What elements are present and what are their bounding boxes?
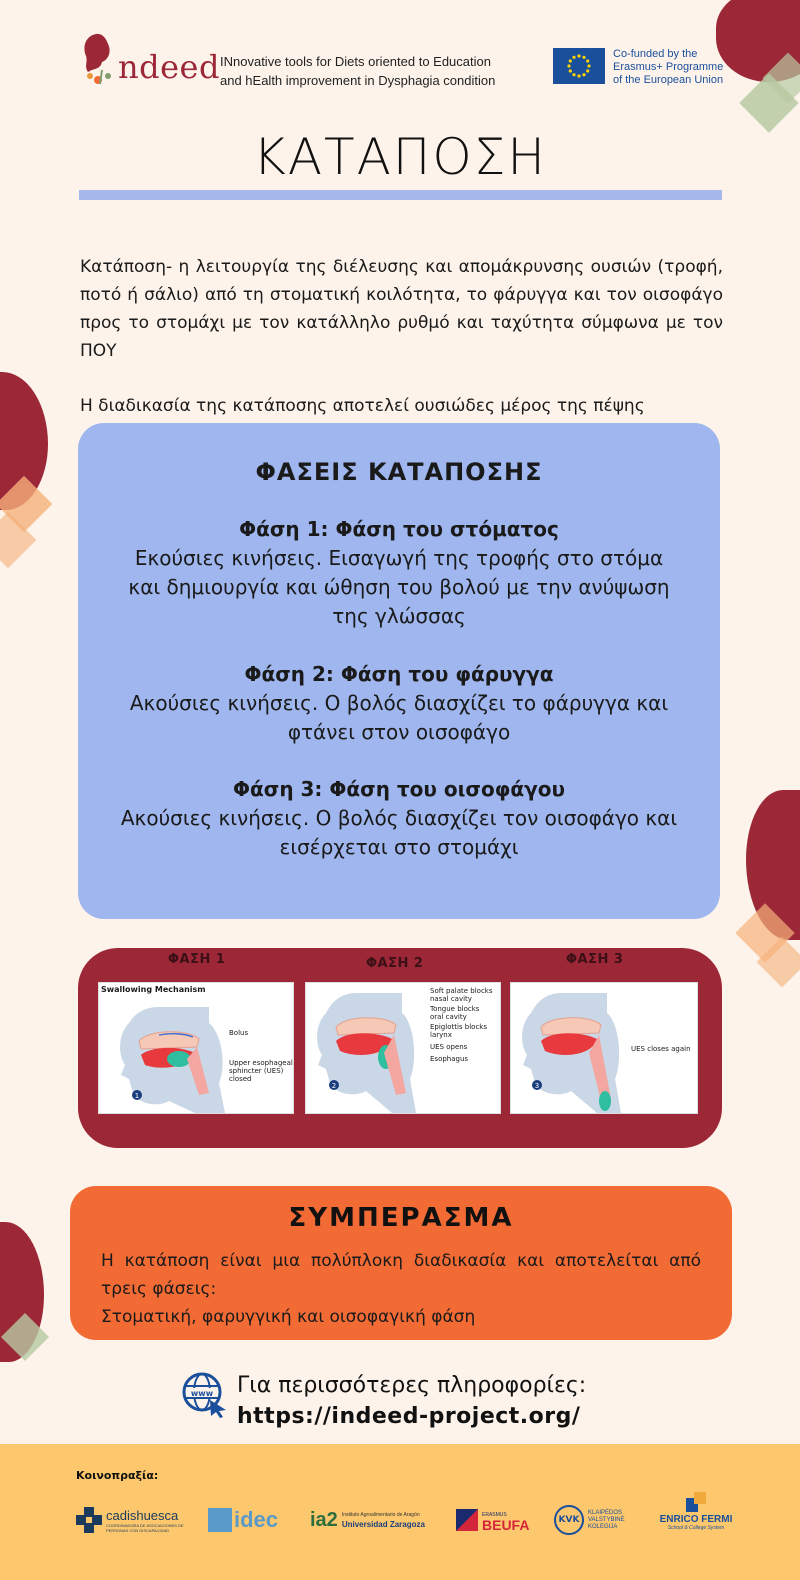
diagram-2-number: 2	[331, 1082, 337, 1090]
enrico-fermi-logo-icon	[684, 1490, 708, 1514]
tagline-line-1: INnovative tools for Diets oriented to Education	[220, 54, 491, 69]
enrico-fermi-name: ENRICO FERMI	[659, 1514, 733, 1525]
idec-logo-icon	[208, 1508, 232, 1532]
partner-ia2	[310, 1500, 440, 1540]
phase-1-text: Εκούσιες κινήσεις. Εισαγωγή της τροφής στο στόμα και δημιουργία και ώθηση του βολού με την ανύψωση της γλώσσας	[128, 546, 670, 628]
diagram-2-label-1a: Soft palate blocks	[430, 987, 493, 995]
consortium-label: Κοινοπραξία:	[76, 1469, 159, 1482]
title-underline	[79, 190, 722, 200]
phases-heading: ΦΑΣΕΙΣ ΚΑΤΑΠΟΣΗΣ	[255, 458, 543, 486]
ia2-sub-1: Instituto Agroalimentario de Aragón	[341, 1512, 420, 1518]
ia2-name: ia2	[310, 1508, 338, 1531]
project-website-link[interactable]: https://indeed-project.org/	[237, 1404, 581, 1429]
diagram-3-number: 3	[534, 1082, 540, 1090]
globe-icon	[182, 1372, 228, 1418]
cadishuesca-name: cadishuesca	[106, 1507, 179, 1523]
diagram-2-label-3b: larynx	[430, 1031, 452, 1039]
phase-3-title: Φάση 3: Φάση του οισοφάγου	[233, 777, 565, 801]
digestion-note: Η διαδικασία της κατάποσης αποτελεί ουσιώδες μέρος της πέψης	[80, 396, 645, 416]
project-tagline	[220, 52, 550, 90]
partner-idec	[208, 1500, 300, 1540]
phase-2-text: Ακούσιες κινήσεις. Ο βολός διασχίζει το φάρυγγα και φτάνει στον οισοφάγο	[129, 691, 669, 744]
kvk-sub-1: KLAIPĖDOS	[588, 1509, 623, 1516]
conclusion-text: Η κατάποση είναι μια πολύπλοκη διαδικασία και αποτελείται από τρεις φάσεις:	[101, 1251, 701, 1299]
tagline-line-2: and hEalth improvement in Dysphagia condition	[220, 73, 496, 88]
more-info-label: Για περισσότερες πληροφορίες:	[237, 1373, 587, 1398]
diagram-label-3: ΦΑΣΗ 3	[566, 952, 624, 967]
diagram-1-title: Swallowing Mechanism	[101, 985, 206, 994]
diagram-2-label-5: Esophagus	[430, 1055, 469, 1063]
phase-1-title: Φάση 1: Φάση του στόματος	[239, 517, 559, 541]
diagram-1-ues-line-1: Upper esophageal	[229, 1059, 293, 1067]
kvk-sub-2: VALSTYBINĖ	[588, 1516, 625, 1523]
phase-2-title: Φάση 2: Φάση του φάρυγγα	[244, 662, 554, 686]
phase-2	[118, 660, 680, 747]
diagram-2-label-2b: oral cavity	[430, 1013, 467, 1021]
swallow-diagram-phase-3	[510, 982, 698, 1114]
befa-sub: ERASMUS	[482, 1512, 507, 1518]
eu-flag-icon	[553, 48, 605, 84]
diagram-2-label-2a: Tongue blocks	[430, 1005, 480, 1013]
partner-cadishuesca	[76, 1500, 196, 1540]
conclusion-heading: ΣΥΜΠΕΡΑΣΜΑ	[288, 1203, 514, 1233]
eu-line-3: of the European Union	[613, 74, 724, 86]
head-profile-illustration-1	[99, 983, 294, 1114]
conclusion-text-2: Στοματική, φαρυγγική και οισοφαγική φάση	[101, 1307, 476, 1327]
logo-wordmark: ndeed	[118, 48, 220, 86]
eu-line-1: Co-funded by the	[613, 48, 698, 60]
diagram-2-label-3a: Epiglottis blocks	[430, 1023, 488, 1031]
befa-name: BEUFA	[482, 1517, 530, 1533]
diagram-1-number: 1	[134, 1092, 140, 1100]
definition-paragraph: Κατάποση- η λειτουργία της διέλευσης και απομάκρυνσης ουσιών (τροφή, ποτό ή σάλιο) από τη στοματική κοιλότητα, το φάρυγγα και τον οισοφάγο προς το στομάχι με τον κατάλληλο ρυθμό και ταχύτητα σύμφωνα με τον ΠΟΥ	[80, 257, 723, 361]
eu-line-2: Erasmus+ Programme	[613, 61, 724, 73]
diagram-label-1: ΦΑΣΗ 1	[168, 952, 226, 967]
diagram-1-ues-label	[229, 1059, 293, 1083]
idec-name: idec	[234, 1507, 279, 1532]
eu-cofunding-text	[613, 48, 743, 87]
diagram-1-bolus-label: Bolus	[229, 1029, 249, 1037]
diagram-2-label-1b: nasal cavity	[430, 995, 472, 1003]
cadishuesca-sub: COORDINADORA DE ASOCIACIONES DE PERSONAS CON DISCAPACIDAD	[106, 1522, 184, 1533]
swallow-diagram-phase-2	[305, 982, 501, 1114]
page-title: ΚΑΤΑΠΟΣΗ	[253, 128, 547, 186]
diagram-2-labels	[430, 987, 493, 1063]
kvk-sub-3: KOLEGIJA	[588, 1523, 618, 1530]
phase-3-text: Ακούσιες κινήσεις. Ο βολός διασχίζει τον οισοφάγο και εισέρχεται στο στομάχι	[120, 806, 678, 859]
diagram-3-label: UES closes again	[631, 1045, 691, 1053]
swallow-diagram-phase-1	[98, 982, 294, 1114]
partner-enrico-fermi	[650, 1490, 742, 1550]
partner-befa	[456, 1500, 540, 1540]
cadishuesca-logo-icon	[76, 1507, 102, 1533]
enrico-fermi-sub: School & College System	[667, 1525, 725, 1531]
globe-text: www	[190, 1389, 214, 1398]
kvk-logo-icon: KVK	[554, 1505, 584, 1535]
befa-logo-icon	[456, 1509, 478, 1531]
diagram-1-ues-line-2: sphincter (UES)	[229, 1067, 284, 1075]
diagram-label-2: ΦΑΣΗ 2	[366, 956, 424, 971]
ia2-sub-2: Universidad Zaragoza	[341, 1520, 425, 1529]
diagram-1-ues-line-3: closed	[229, 1075, 252, 1083]
phase-3	[118, 775, 680, 862]
diagram-2-label-4: UES opens	[430, 1043, 468, 1051]
partner-kvk	[554, 1500, 638, 1540]
phase-1	[118, 515, 680, 631]
